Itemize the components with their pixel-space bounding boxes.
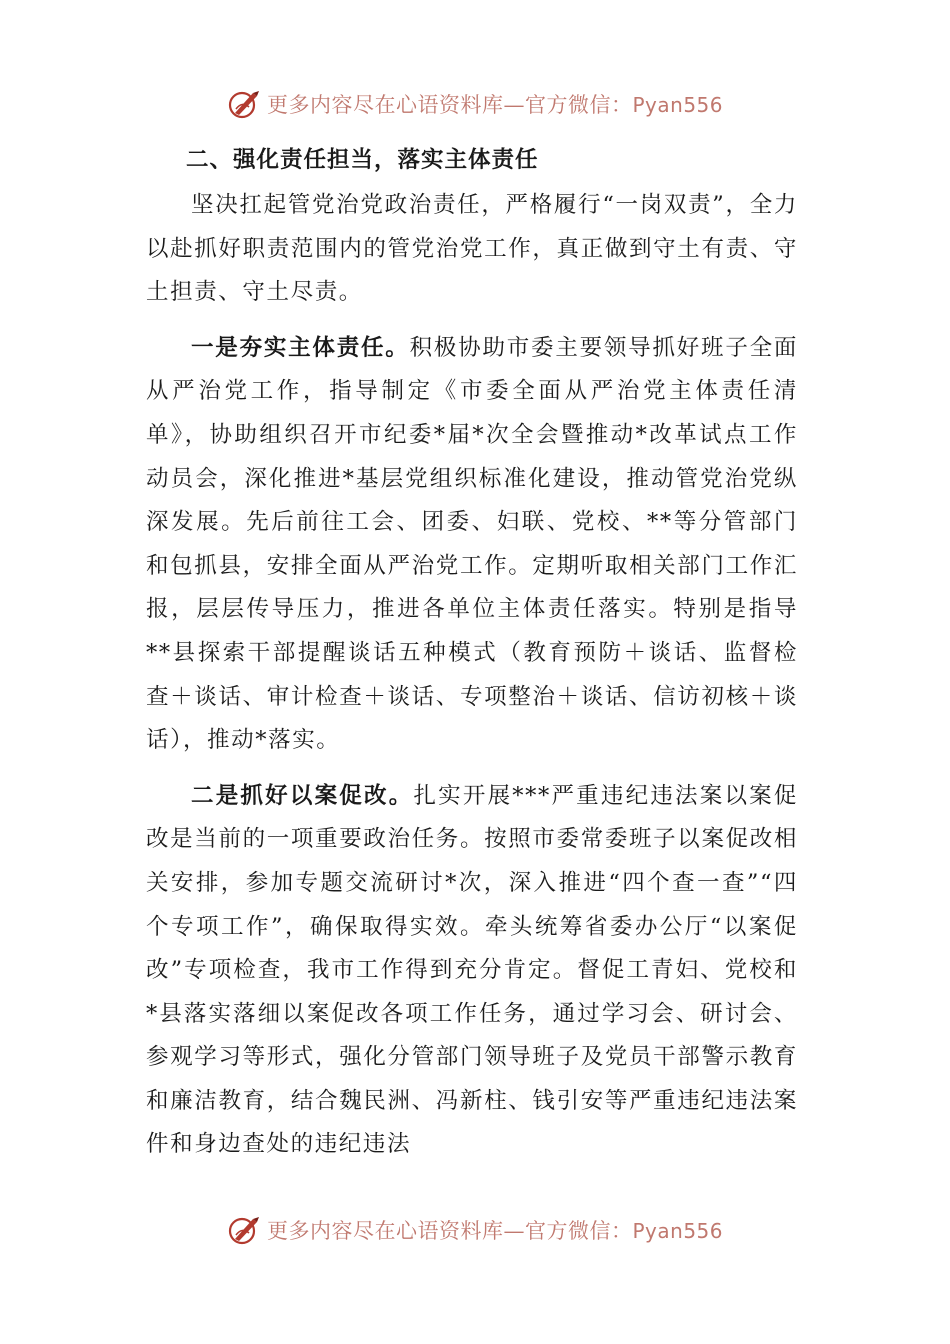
paragraph-case-reform: 二是抓好以案促改。扎实开展***严重违纪违法案以案促改是当前的一项重要政治任务。按照市委常委班子以案促改相关安排，参加专题交流研讨*次，深入推进“四个查一查”“四个专项工作”，确保取得实效。牵头统筹省委办公厅“以案促改”专项检查，我市工作得到充分肯定。督促工青妇、党校和*县落实落细以案促改各项工作任务，通过学习会、研讨会、参观学习等形式，强化分管部门领导班子及党员干部警示教育和廉洁教育，结合魏民洲、冯新柱、钱引安等严重违纪违法案件和身边查处的违纪违法: [146, 782, 798, 1158]
pen-circle-logo-icon: [227, 1213, 261, 1247]
pen-circle-logo-icon: [227, 87, 261, 121]
paragraph-lead: 一是夯实主体责任。: [191, 334, 410, 361]
paragraph-intro: 坚决扛起管党治党政治责任，严格履行“一岗双责”，全力以赴抓好职责范围内的管党治党工作，真正做到守土有责、守土担责、守土尽责。: [146, 192, 798, 306]
paragraph-lead: 二是抓好以案促改。: [191, 782, 414, 809]
watermark-bottom: [0, 1210, 950, 1250]
watermark-text: 更多内容尽在心语资料库—官方微信：Pyan556: [266, 1219, 723, 1243]
section-heading: 二、强化责任担当，落实主体责任: [186, 147, 539, 173]
paragraph-responsibility: 一是夯实主体责任。积极协助市委主要领导抓好班子全面从严治党工作，指导制定《市委全面从严治党主体责任清单》，协助组织召开市纪委*届*次全会暨推动*改革试点工作动员会，深化推进*基层党组织标准化建设，推动管党治党纵深发展。先后前往工会、团委、妇联、党校、**等分管部门和包抓县，安排全面从严治党工作。定期听取相关部门工作汇报，层层传导压力，推进各单位主体责任落实。特别是指导**县探索干部提醒谈话五种模式（教育预防＋谈话、监督检查＋谈话、审计检查＋谈话、专项整治＋谈话、信访初核＋谈话），推动*落实。: [146, 334, 798, 754]
document-body: [146, 138, 798, 1179]
watermark-top: [0, 84, 950, 124]
watermark-text: 更多内容尽在心语资料库—官方微信：Pyan556: [266, 93, 723, 117]
